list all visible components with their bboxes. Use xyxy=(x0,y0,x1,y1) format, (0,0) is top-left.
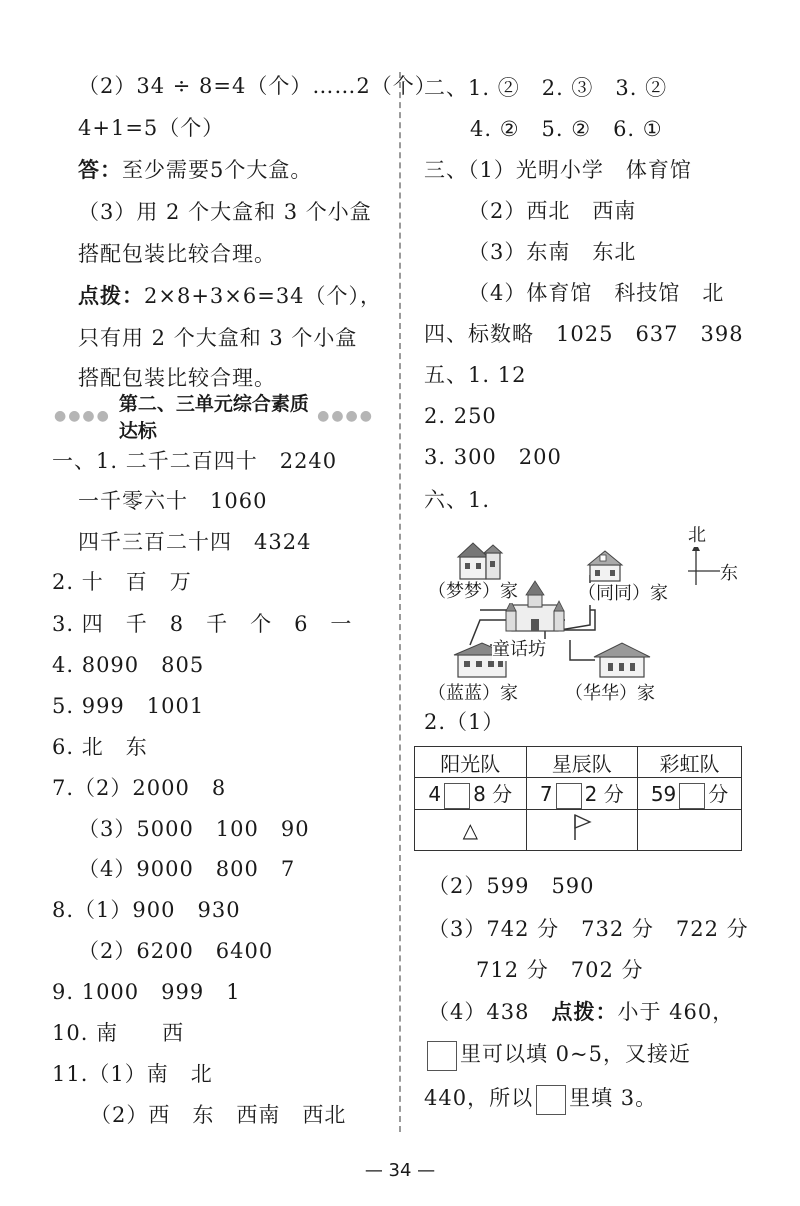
left-item-8: 6. 北 东 xyxy=(52,735,148,759)
mark-cell xyxy=(526,809,638,850)
q4-prefix: （4）438 xyxy=(428,1000,552,1024)
score-after: 8 分 xyxy=(473,782,513,806)
left-item-1: 一、1. 二千二百四十 2240 xyxy=(52,449,338,473)
left-item-15: 10. 南 西 xyxy=(52,1021,185,1045)
left-item-2: 一千零六十 1060 xyxy=(78,489,268,513)
left-line-5: 搭配包装比较合理。 xyxy=(78,242,276,266)
score-before: 4 xyxy=(428,782,442,806)
table-header: 阳光队 xyxy=(415,747,527,778)
table-row xyxy=(415,778,742,810)
answer-text: 至少需要5个大盒。 xyxy=(122,158,313,182)
score-after: 2 分 xyxy=(584,782,624,806)
section-title-text: 第二、三单元综合素质达标 xyxy=(118,393,309,442)
left-item-13: （2）6200 6400 xyxy=(78,939,274,963)
left-item-14: 9. 1000 999 1 xyxy=(52,980,241,1004)
table-row xyxy=(415,809,742,850)
section-dots-left: ●●●● xyxy=(54,408,111,424)
left-line-4: （3）用 2 个大盒和 3 个小盒 xyxy=(78,200,372,224)
left-line-2: 4+1=5（个） xyxy=(78,116,225,140)
score-after: 分 xyxy=(708,782,729,806)
answer-line xyxy=(78,156,312,184)
left-item-6: 4. 8090 805 xyxy=(52,653,205,677)
q4-line-1 xyxy=(428,998,734,1026)
score-before: 59 xyxy=(650,782,677,806)
left-item-11: （4）9000 800 7 xyxy=(78,857,296,881)
score-cell xyxy=(415,778,527,810)
tip-label: 点拨： xyxy=(78,284,144,308)
table-header-row xyxy=(415,747,742,778)
q4-line2-text: 里可以填 0~5，又接近 xyxy=(460,1042,691,1066)
tongtong-label: （同同）家 xyxy=(578,583,668,604)
right-item-5: （3）东南 东北 xyxy=(468,240,637,264)
mark-cell xyxy=(638,809,742,850)
left-item-16: 11.（1）南 北 xyxy=(52,1062,213,1086)
left-line-7: 只有用 2 个大盒和 3 个小盒 xyxy=(78,326,358,350)
right-item-4: （2）西北 西南 xyxy=(468,199,637,223)
page-number: — 34 — xyxy=(364,1160,436,1181)
left-line-8: 搭配包装比较合理。 xyxy=(78,366,276,390)
huahua-house-icon xyxy=(594,643,650,677)
left-item-7: 5. 999 1001 xyxy=(52,694,205,718)
right-item-10: 3. 300 200 xyxy=(424,445,562,469)
after-table-1: （2）599 590 xyxy=(428,874,595,898)
q4-line-3 xyxy=(424,1084,657,1115)
q4-tip-text: 小于 460， xyxy=(617,1000,735,1024)
compass-east-label: 东 xyxy=(720,563,738,584)
answer-label: 答： xyxy=(78,158,122,182)
left-item-4: 2. 十 百 万 xyxy=(52,570,192,594)
left-line-1: （2）34 ÷ 8=4（个）……2（个） xyxy=(78,74,437,98)
after-table-3: 712 分 702 分 xyxy=(476,958,644,982)
blank-box xyxy=(444,783,470,809)
table-header: 星辰队 xyxy=(526,747,638,778)
after-table-2: （3）742 分 732 分 722 分 xyxy=(428,917,749,941)
blank-box xyxy=(679,783,705,809)
tip-line xyxy=(78,282,382,310)
column-divider xyxy=(399,72,401,1132)
mark-cell xyxy=(415,809,527,850)
table-header: 彩虹队 xyxy=(638,747,742,778)
q4-line-2 xyxy=(424,1040,691,1071)
section-title xyxy=(54,393,374,442)
flag-icon xyxy=(570,812,594,842)
direction-map xyxy=(420,525,750,710)
mengmeng-label: （梦梦）家 xyxy=(428,581,518,602)
left-item-3: 四千三百二十四 4324 xyxy=(78,530,312,554)
score-before: 7 xyxy=(539,782,553,806)
score-cell xyxy=(526,778,638,810)
blank-box xyxy=(427,1041,457,1071)
blank-box xyxy=(556,783,582,809)
left-item-17: （2）西 东 西南 西北 xyxy=(90,1103,347,1127)
score-table xyxy=(414,746,742,851)
right-item-11: 六、1. xyxy=(424,488,491,512)
q4-line3-suffix: 里填 3。 xyxy=(569,1086,658,1110)
left-item-5: 3. 四 千 8 千 个 6 一 xyxy=(52,612,353,636)
tongtong-house-icon xyxy=(588,551,622,581)
q2-label: 2.（1） xyxy=(424,710,505,734)
huahua-label: （华华）家 xyxy=(565,683,655,704)
q4-tip-label: 点拨： xyxy=(551,1000,618,1024)
right-item-2: 4. ② 5. ② 6. ① xyxy=(470,117,663,141)
triangle-mark: △ xyxy=(462,817,478,842)
section-dots-right: ●●●● xyxy=(317,408,374,424)
left-item-12: 8.（1）900 930 xyxy=(52,898,241,922)
left-item-9: 7.（2）2000 8 xyxy=(52,776,227,800)
left-item-10: （3）5000 100 90 xyxy=(78,817,310,841)
tonghuafang-label: 童话坊 xyxy=(492,639,546,660)
q4-line3-prefix: 440，所以 xyxy=(424,1086,534,1110)
right-item-6: （4）体育馆 科技馆 北 xyxy=(468,281,725,305)
right-item-9: 2. 250 xyxy=(424,404,497,428)
mengmeng-house-icon xyxy=(458,543,502,579)
tip-text: 2×8+3×6=34（个）， xyxy=(144,284,383,308)
compass-north-label: 北 xyxy=(688,525,706,546)
right-item-3: 三、（1）光明小学 体育馆 xyxy=(424,158,692,182)
right-item-7: 四、标数略 1025 637 398 xyxy=(424,322,744,346)
right-item-8: 五、1. 12 xyxy=(424,363,527,387)
right-item-1: 二、1. ② 2. ③ 3. ② xyxy=(424,76,668,100)
lanlan-label: （蓝蓝）家 xyxy=(428,683,518,704)
blank-box xyxy=(536,1085,566,1115)
score-cell xyxy=(638,778,742,810)
